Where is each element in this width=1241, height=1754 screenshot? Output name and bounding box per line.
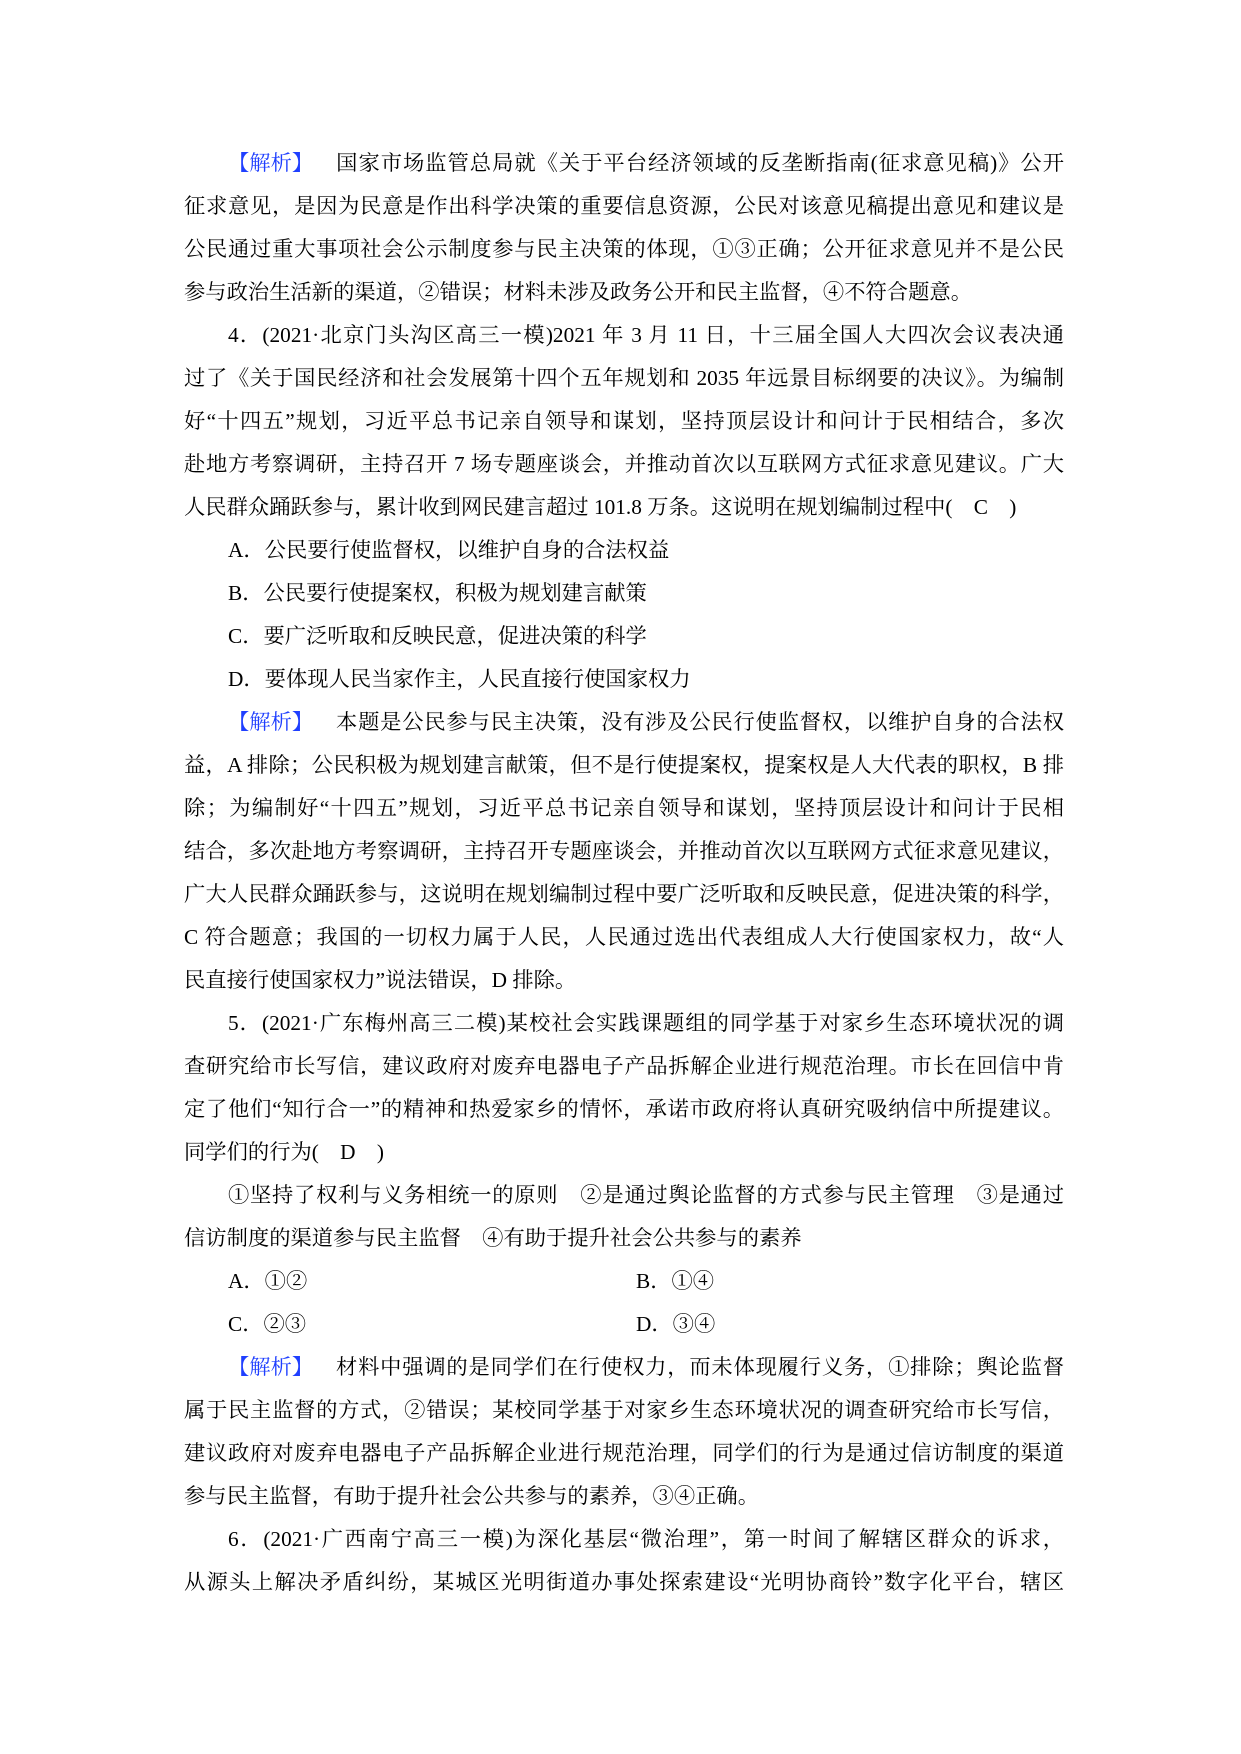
analysis-text: 本题是公民参与民主决策，没有涉及公民行使监督权，以维护自身的合法权 [335,710,1064,734]
analysis-label: 【解析】 [228,151,314,175]
option-a: A．①② [228,1269,308,1293]
analysis-text: 国家市场监管总局就《关于平台经济领域的反垄断指南(征求意见稿)》公开 [335,151,1064,175]
analysis-line: 广大人民群众踊跃参与，这说明在规划编制过程中要广泛听取和反映民意，促进决策的科学， [184,882,1064,906]
statement-line: ①坚持了权利与义务相统一的原则 ②是通过舆论监督的方式参与民主管理 ③是通过 [228,1183,1064,1207]
question-4-analysis [184,701,1064,1002]
analysis-line: 公民通过重大事项社会公示制度参与民主决策的体现，①③正确；公开征求意见并不是公民 [184,237,1064,261]
analysis-line [184,1346,1064,1389]
analysis-line [184,142,1064,185]
option-row [184,1260,1064,1303]
question-stem-line: 过了《关于国民经济和社会发展第十四个五年规划和 2035 年远景目标纲要的决议》。为编制 [184,366,1064,390]
analysis-line: 益，A 排除；公民积极为规划建言献策，但不是行使提案权，提案权是人大代表的职权，B 排 [184,753,1064,777]
question-4 [184,314,1064,1002]
option-d: D．③④ [636,1312,716,1336]
statement-line: 信访制度的渠道参与民主监督 ④有助于提升社会公共参与的素养 [184,1226,802,1250]
question-5 [184,1002,1064,1518]
option-c: C．要广泛听取和反映民意，促进决策的科学 [228,624,647,648]
question-stem-line: 定了他们“知行合一”的精神和热爱家乡的情怀，承诺市政府将认真研究吸纳信中所提建议。 [184,1097,1064,1121]
question-6 [184,1518,1064,1604]
question-stem-line: 赴地方考察调研，主持召开 7 场专题座谈会，并推动首次以互联网方式征求意见建议。广大 [184,452,1064,476]
option-a: A．公民要行使监督权，以维护自身的合法权益 [228,538,670,562]
analysis-line: 参与政治生活新的渠道，②错误；材料未涉及政务公开和民主监督，④不符合题意。 [184,280,972,304]
analysis-line: C 符合题意；我国的一切权力属于人民，人民通过选出代表组成人大行使国家权力，故“人 [184,925,1064,949]
analysis-line: 结合，多次赴地方考察调研，主持召开专题座谈会，并推动首次以互联网方式征求意见建议， [184,839,1064,863]
question-stem-line: 同学们的行为( D ) [184,1140,384,1164]
question-stem-line: 从源头上解决矛盾纠纷，某城区光明街道办事处探索建设“光明协商铃”数字化平台，辖区 [184,1570,1064,1594]
analysis-line: 征求意见，是因为民意是作出科学决策的重要信息资源，公民对该意见稿提出意见和建议是 [184,194,1064,218]
analysis-label: 【解析】 [228,1355,314,1379]
question-stem-line: 6．(2021·广西南宁高三一模)为深化基层“微治理”，第一时间了解辖区群众的诉求， [228,1527,1064,1551]
option-b: B．公民要行使提案权，积极为规划建言献策 [228,581,647,605]
question-stem-line: 好“十四五”规划，习近平总书记亲自领导和谋划，坚持顶层设计和问计于民相结合，多次 [184,409,1064,433]
question-stem-line: 4．(2021·北京门头沟区高三一模)2021 年 3 月 11 日，十三届全国人大四次会议表决通 [228,323,1064,347]
question-3-analysis [184,142,1064,314]
page-content [184,142,1064,1604]
question-stem-line: 5．(2021·广东梅州高三二模)某校社会实践课题组的同学基于对家乡生态环境状况的调 [228,1011,1064,1035]
option-c: C．②③ [228,1312,307,1336]
option-row [184,1303,1064,1346]
question-stem-line: 人民群众踊跃参与，累计收到网民建言超过 101.8 万条。这说明在规划编制过程中( C ) [184,495,1017,519]
analysis-line: 参与民主监督，有助于提升社会公共参与的素养，③④正确。 [184,1484,760,1508]
question-5-analysis [184,1346,1064,1518]
question-stem-line: 查研究给市长写信，建议政府对废弃电器电子产品拆解企业进行规范治理。市长在回信中肯 [184,1054,1064,1078]
option-d: D．要体现人民当家作主，人民直接行使国家权力 [228,667,691,691]
analysis-line: 除；为编制好“十四五”规划，习近平总书记亲自领导和谋划，坚持顶层设计和问计于民相 [184,796,1064,820]
analysis-line: 民直接行使国家权力”说法错误，D 排除。 [184,968,577,992]
analysis-line: 属于民主监督的方式，②错误；某校同学基于对家乡生态环境状况的调查研究给市长写信， [184,1398,1064,1422]
option-b: B．①④ [636,1269,715,1293]
analysis-text: 材料中强调的是同学们在行使权力，而未体现履行义务，①排除；舆论监督 [335,1355,1064,1379]
analysis-line [184,701,1064,744]
analysis-label: 【解析】 [228,710,314,734]
analysis-line: 建议政府对废弃电器电子产品拆解企业进行规范治理，同学们的行为是通过信访制度的渠道 [184,1441,1064,1465]
